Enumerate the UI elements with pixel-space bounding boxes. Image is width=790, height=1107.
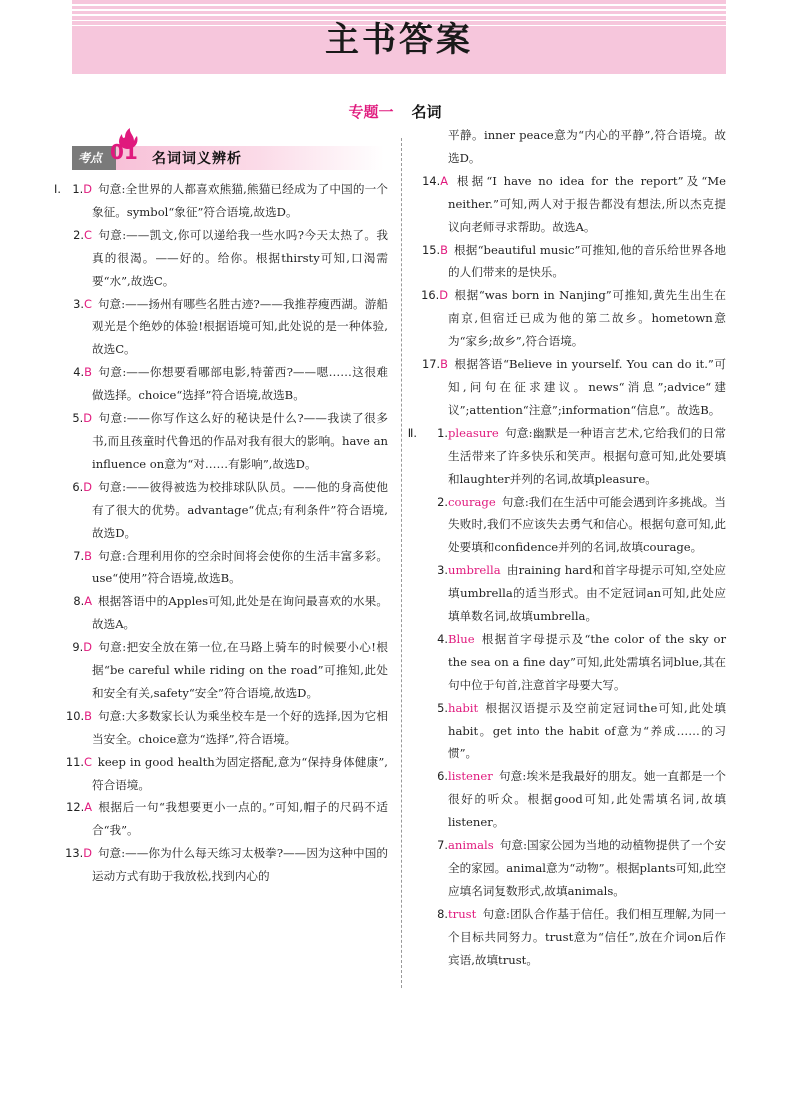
answer-item	[420, 559, 726, 628]
answer-item	[420, 491, 726, 560]
answer-index	[64, 636, 92, 659]
answer-explanation: 句意:幽默是一种语言艺术,它给我们的日常生活带来了许多快乐和笑声。根据句意可知,此处要填和laughter并列的名词,故填pleasure。	[448, 425, 726, 486]
answer-index	[420, 834, 448, 857]
answer-index	[420, 559, 448, 582]
answer-explanation: 句意:——扬州有哪些名胜古迹?——我推荐瘦西湖。游船观光是个绝妙的体验!根据语境可知,此处说的是一种体验,故选C。	[92, 296, 388, 357]
answer-item	[64, 407, 388, 476]
page-title: 主书答案	[325, 20, 473, 60]
topic-name: 名词	[411, 103, 442, 121]
answer-explanation: 句意:我们在生活中可能会遇到许多挑战。当失败时,我们不应该失去勇气和信心。根据句意可知,此处要填和confidence并列的名词,故填courage。	[448, 494, 726, 555]
answer-item	[420, 239, 726, 285]
answer-item	[64, 361, 388, 407]
question-number: 1.	[437, 425, 448, 440]
right-column	[407, 124, 726, 972]
question-number: 9.	[72, 640, 84, 655]
section-bar	[72, 140, 384, 170]
answer-index	[420, 765, 448, 788]
answer-letter: D	[83, 479, 92, 494]
answer-item	[64, 476, 388, 545]
answer-item	[64, 224, 388, 293]
answer-word: habit	[448, 700, 479, 715]
answer-explanation: 句意:——你想要看哪部电影,特蕾西?——嗯……这很难做选择。choice“选择”符合语境,故选B。	[92, 365, 388, 403]
answer-letter: A	[440, 173, 448, 188]
answer-explanation: 根据后一句“我想要更小一点的。”可知,帽子的尺码不适合“我”。	[92, 800, 388, 838]
section-tag: 考点	[72, 146, 116, 170]
answer-index	[420, 697, 448, 720]
answer-explanation: 句意:国家公园为当地的动植物提供了一个安全的家园。animal意为“动物”。根据plants可知,此空应填名词复数形式,故填animals。	[448, 838, 726, 898]
answer-explanation: 句意:全世界的人都喜欢熊猫,熊猫已经成为了中国的一个象征。symbol“象征”符合语境,故选D。	[92, 182, 388, 219]
answer-letter: D	[83, 411, 92, 426]
answer-word: umbrella	[448, 563, 501, 578]
answer-index	[64, 590, 92, 613]
answer-letter: A	[84, 594, 92, 609]
answer-index	[420, 284, 448, 307]
answer-item	[64, 705, 388, 751]
answer-index	[420, 353, 448, 376]
header-banner	[72, 0, 726, 74]
answer-word: pleasure	[448, 425, 499, 440]
answer-explanation: 根据汉语提示及空前定冠词the可知,此处填habit。get into the habit of意为“养成……的习惯”。	[448, 700, 726, 761]
left-column	[54, 178, 388, 888]
answer-explanation: 根据“beautiful music”可推知,他的音乐给世界各地的人们带来的是快乐。	[448, 242, 726, 280]
column-divider	[401, 138, 402, 988]
question-number: 5.	[72, 411, 84, 426]
question-number: 13.	[65, 846, 84, 861]
answer-item	[407, 422, 726, 491]
answer-index	[64, 476, 92, 499]
answer-index	[420, 491, 448, 514]
answer-item	[54, 178, 388, 224]
answer-index	[420, 628, 448, 651]
question-number: 4.	[73, 365, 85, 380]
answer-explanation: 根据答语“Believe in yourself. You can do it.”可知,问句在征求建议。news“消息”;advice“建议”;attention“注意”;information“信息”。故选B。	[448, 357, 726, 417]
answer-explanation: 根据答语中的Apples可知,此处是在询问最喜欢的水果。故选A。	[92, 594, 388, 632]
answer-explanation: 根据“was born in Nanjing”可推知,黄先生出生在南京,但宿迁已成为他的第二故乡。hometown意为“家乡;故乡”,符合语境。	[448, 288, 726, 349]
question-number: 6.	[72, 479, 84, 494]
answer-index	[420, 239, 448, 262]
answer-letter: B	[84, 548, 92, 563]
answer-letter: D	[439, 288, 448, 303]
answer-explanation: 句意:大多数家长认为乘坐校车是一个好的选择,因为它相当安全。choice意为“选择”,符合语境。	[92, 708, 388, 746]
answer-letter: B	[440, 242, 448, 257]
answer-letter: D	[83, 640, 92, 655]
answer-index	[54, 178, 92, 201]
topic-label: 专题一	[348, 103, 394, 121]
answer-item	[420, 628, 726, 697]
answer-letter: B	[440, 357, 448, 372]
answer-explanation: 句意:合理利用你的空余时间将会使你的生活丰富多彩。use“使用”符合语境,故选B。	[92, 548, 388, 586]
answer-item	[420, 697, 726, 766]
question-number: 7.	[73, 548, 85, 563]
answer-continuation: 平静。inner peace意为“内心的平静”,符合语境。故选D。	[448, 128, 726, 165]
answer-index	[64, 361, 92, 384]
answer-item	[64, 842, 388, 888]
answer-item	[420, 353, 726, 422]
answer-word: trust	[448, 906, 477, 921]
question-number: 10.	[66, 708, 85, 723]
answer-index	[64, 751, 92, 774]
section-title: 名词词义辨析	[152, 151, 242, 167]
answer-explanation: 根据“I have no idea for the report”及“Me neither.”可知,两人对于报告都没有想法,所以杰克提议向老师寻求帮助。故选A。	[448, 173, 726, 234]
question-number: 14.	[422, 173, 441, 188]
answer-explanation: 句意:团队合作基于信任。我们相互理解,为同一个目标共同努力。trust意为“信任”,放在介词on后作宾语,故填trust。	[448, 906, 726, 967]
question-number: 8.	[437, 906, 448, 921]
answer-item	[420, 765, 726, 834]
question-number: 15.	[422, 242, 441, 257]
answer-letter: D	[83, 182, 92, 196]
answer-word: courage	[448, 494, 496, 509]
answer-explanation: 句意:——彼得被选为校排球队队员。——他的身高使他有了很大的优势。advantage“优点;有利条件”符合语境,故选D。	[92, 479, 388, 540]
section-marker: Ⅰ.	[54, 182, 61, 196]
answer-index	[64, 842, 92, 865]
answer-index	[64, 407, 92, 430]
answer-index	[64, 705, 92, 728]
answer-item	[64, 545, 388, 591]
question-number: 6.	[437, 769, 448, 784]
question-number: 3.	[73, 296, 85, 311]
answer-index	[420, 170, 448, 193]
answer-index	[64, 545, 92, 568]
answer-word: listener	[448, 769, 493, 784]
question-number: 4.	[437, 631, 448, 646]
answer-explanation: 根据首字母提示及“the color of the sky or the sea on a fine day”可知,此处需填名词blue,其在句中位于句首,注意首字母要大写。	[448, 631, 726, 692]
answer-item	[64, 293, 388, 362]
answer-item	[64, 636, 388, 705]
answer-explanation: keep in good health为固定搭配,意为“保持身体健康”,符合语境。	[92, 754, 388, 792]
answer-explanation: 句意:埃米是我最好的朋友。她一直都是一个很好的听众。根据good可知,此处需填名词,故填listener。	[448, 769, 726, 830]
question-number: 12.	[66, 800, 85, 815]
answer-letter: B	[84, 708, 92, 723]
answer-index	[420, 903, 448, 926]
answer-letter: A	[84, 800, 92, 815]
answer-index	[64, 796, 92, 819]
question-number: 8.	[73, 594, 85, 609]
answer-letter: D	[83, 846, 92, 861]
question-number: 2.	[73, 227, 85, 242]
question-number: 3.	[437, 563, 448, 578]
question-number: 17.	[422, 357, 441, 372]
answer-item	[420, 903, 726, 972]
topic-heading	[0, 101, 790, 122]
question-number: 1.	[72, 182, 84, 196]
answer-explanation: 由raining hard和首字母提示可知,空处应填umbrella的适当形式。由不定冠词an可知,此处应填单数名词,故填umbrella。	[448, 563, 726, 624]
answer-word: animals	[448, 838, 494, 853]
answer-item	[64, 796, 388, 842]
answer-index	[407, 422, 448, 445]
answer-explanation: 句意:——凯文,你可以递给我一些水吗?今天太热了。我真的很渴。——好的。给你。根据thirsty可知,口渴需要“水”,故选C。	[92, 227, 388, 288]
question-number: 11.	[65, 754, 85, 769]
question-number: 2.	[437, 494, 448, 509]
answer-index	[64, 293, 92, 316]
answer-word: Blue	[448, 631, 475, 646]
answer-item	[420, 284, 726, 353]
answer-letter: C	[84, 754, 92, 769]
answer-letter: C	[84, 227, 92, 242]
answer-item	[420, 834, 726, 903]
answer-index	[64, 224, 92, 247]
answer-explanation: 句意:把安全放在第一位,在马路上骑车的时候要小心!根据“be careful while riding on the road”可推知,此处和安全有关,safety“安全”符合语境,故选D。	[92, 640, 388, 700]
answer-item	[64, 751, 388, 797]
section-marker: Ⅱ.	[407, 425, 417, 440]
answer-explanation: 句意:——你为什么每天练习太极拳?——因为这种中国的运动方式有助于我放松,找到内心的	[92, 846, 388, 884]
answer-explanation: 句意:——你写作这么好的秘诀是什么?——我读了很多书,而且孩童时代鲁迅的作品对我有很大的影响。have an influence on意为“对……有影响”,故选D。	[92, 411, 388, 471]
answer-item	[420, 170, 726, 239]
answer-letter: B	[84, 365, 92, 380]
answer-letter: C	[84, 296, 92, 311]
question-number: 5.	[437, 700, 448, 715]
answer-item	[64, 590, 388, 636]
section-number: 01	[110, 140, 138, 164]
question-number: 16.	[421, 288, 440, 303]
question-number: 7.	[437, 838, 448, 853]
